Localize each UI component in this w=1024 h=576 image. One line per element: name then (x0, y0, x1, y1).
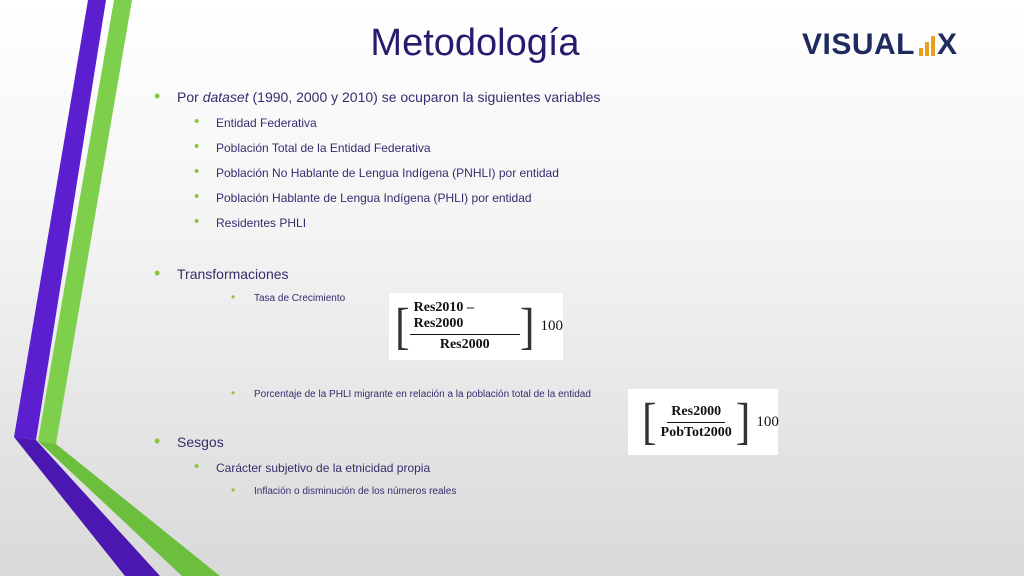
dataset-prefix: Por (177, 89, 203, 105)
bullet-dot-icon: • (154, 263, 161, 283)
slide-title: Metodología (370, 22, 580, 64)
bullet-transformaciones (154, 263, 289, 283)
variable-label: Población Hablante de Lengua Indígena (PHLI) por entidad (216, 191, 532, 205)
inflacion-label: Inflación o disminución de los números reales (254, 486, 457, 497)
variable-label: Residentes PHLI (216, 216, 307, 230)
transformaciones-label: Transformaciones (177, 266, 289, 282)
formula-fraction (657, 404, 736, 441)
sesgos-label: Sesgos (177, 434, 224, 450)
formula-numerator: Res2000 (667, 404, 725, 423)
list-item-variable (194, 188, 532, 205)
purple-stripe-diagonal (14, 437, 160, 576)
visualix-logo (802, 28, 958, 62)
formula-left-bracket: [ (395, 297, 410, 355)
bullet-dot-icon: • (194, 458, 200, 475)
porcentaje-label: Porcentaje de la PHLI migrante en relación a la población total de la entidad (254, 389, 591, 400)
list-item-variable (194, 163, 559, 180)
logo-text-left: VISUAL (802, 28, 916, 61)
bullet-sesgos (154, 431, 224, 451)
bullet-dot-icon: • (194, 113, 200, 130)
bullet-dot-icon: • (194, 188, 200, 205)
bullet-dot-icon: • (194, 213, 200, 230)
variable-label: Entidad Federativa (216, 116, 317, 130)
list-item-variable (194, 113, 317, 130)
bullet-dataset (154, 86, 601, 106)
bullet-porcentaje (231, 386, 591, 400)
percent-formula (628, 389, 778, 455)
formula-multiplier: 100 (756, 413, 779, 430)
growth-rate-formula (389, 293, 563, 360)
variable-label: Población No Hablante de Lengua Indígena (PNHLI) por entidad (216, 166, 559, 180)
formula-left-bracket: [ (642, 393, 657, 450)
formula-right-bracket: ] (519, 297, 535, 355)
formula-denominator: Res2000 (439, 337, 490, 352)
bullet-dot-icon: • (194, 163, 200, 180)
bullet-dot-icon: • (231, 386, 236, 400)
list-item-variable (194, 213, 307, 230)
tasa-label: Tasa de Crecimiento (254, 293, 346, 304)
bullet-dot-icon: • (154, 431, 161, 451)
formula-multiplier: 100 (540, 318, 563, 334)
caracter-label: Carácter subjetivo de la etnicidad propia (216, 461, 431, 475)
bullet-dot-icon: • (231, 483, 236, 497)
bullet-inflacion (231, 483, 457, 497)
bullet-dot-icon: • (231, 290, 236, 304)
bullet-caracter (194, 458, 431, 475)
bullet-tasa (231, 290, 346, 304)
formula-fraction (410, 300, 520, 353)
variable-label: Población Total de la Entidad Federativa (216, 141, 431, 155)
formula-right-bracket: ] (735, 393, 751, 450)
dataset-suffix: (1990, 2000 y 2010) se ocuparon la siguientes variables (248, 89, 601, 105)
logo-bars-icon (919, 34, 935, 56)
list-item-variable (194, 138, 431, 155)
logo-text-right: X (937, 28, 958, 61)
formula-numerator: Res2010 – Res2000 (410, 300, 520, 335)
bullet-dot-icon: • (154, 86, 161, 106)
dataset-emphasis: dataset (202, 89, 249, 105)
formula-denominator: PobTot2000 (660, 424, 732, 440)
bullet-dot-icon: • (194, 138, 200, 155)
